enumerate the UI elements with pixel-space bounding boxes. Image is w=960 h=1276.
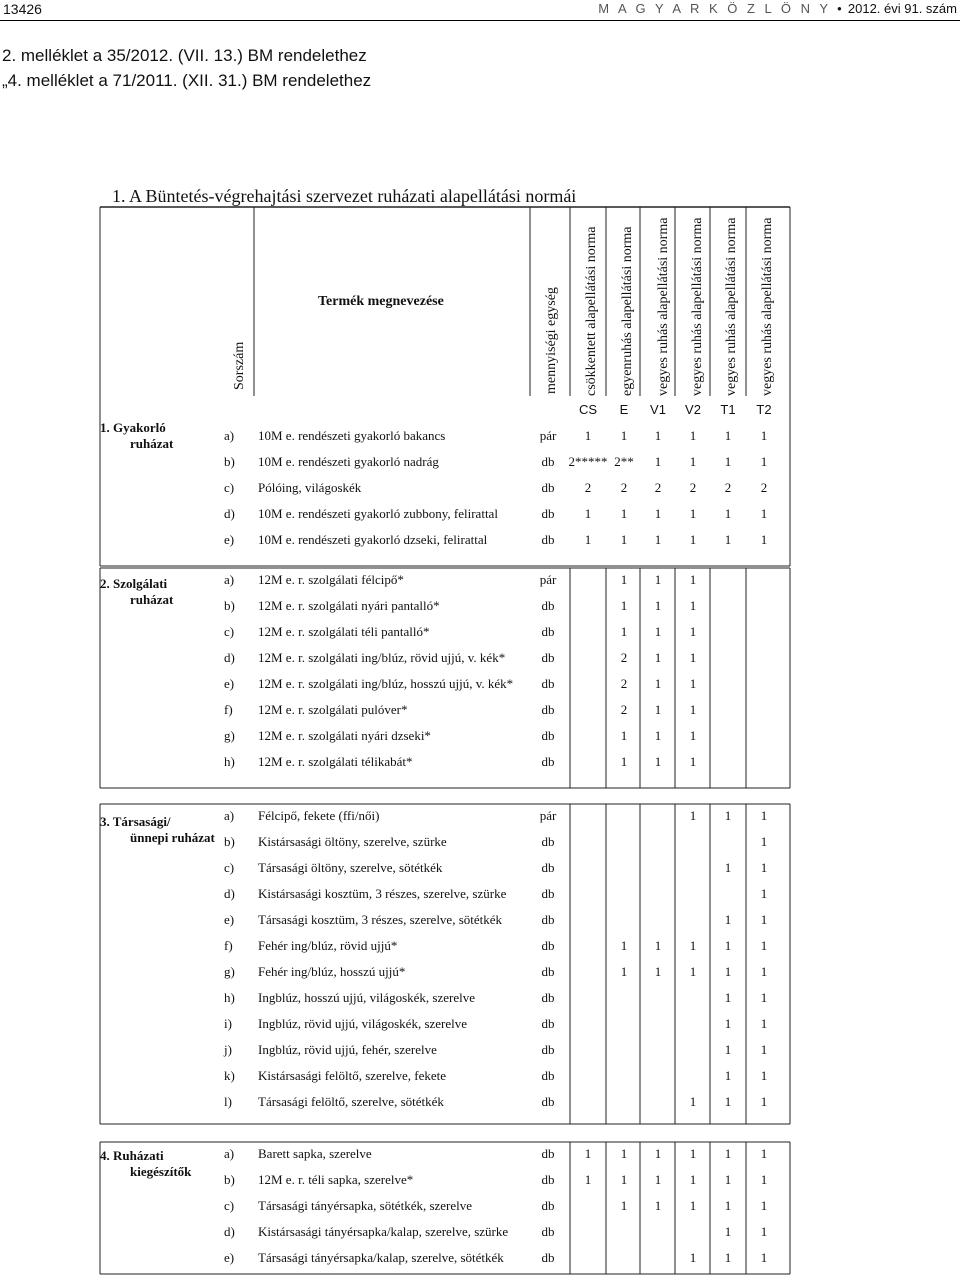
norm-value: 1 [620, 728, 628, 743]
row-letter: d) [224, 650, 235, 665]
group-label [100, 420, 173, 452]
norm-value: 1 [620, 1172, 628, 1187]
bullet-icon: ● [837, 4, 842, 13]
unit: db [541, 834, 555, 849]
unit: pár [539, 428, 557, 443]
norm-value: 1 [689, 808, 697, 823]
norm-value: 1 [689, 702, 697, 717]
norm-value: 1 [620, 1146, 628, 1161]
unit: db [541, 886, 555, 901]
item-name: 12M e. r. szolgálati ing/blúz, rövid ujjú, v. kék* [258, 650, 506, 665]
norm-value: 1 [620, 754, 628, 769]
row-letter: e) [224, 1250, 235, 1265]
norm-value: 1 [760, 1068, 768, 1083]
item-name: Társasági tányérsapka/kalap, szerelve, sötétkék [258, 1250, 504, 1265]
item-name: Kistársasági felöltő, szerelve, fekete [258, 1068, 447, 1083]
code-t2: T2 [756, 402, 772, 417]
norm-value: 1 [584, 506, 592, 521]
norm-value: 1 [654, 964, 662, 979]
item-name: 10M e. rendészeti gyakorló dzseki, felirattal [258, 532, 488, 547]
unit: db [541, 938, 555, 953]
norm-value: 1 [724, 938, 732, 953]
group-number: 4. Ruházati [100, 1148, 164, 1163]
norm-value: 2 [620, 702, 628, 717]
unit: db [541, 676, 555, 691]
item-name: 10M e. rendészeti gyakorló nadrág [258, 454, 439, 469]
group-number: 1. Gyakorló [100, 420, 166, 435]
norm-value: 1 [724, 428, 732, 443]
item-name: Társasági tányérsapka, sötétkék, szerelve [258, 1198, 473, 1213]
unit: db [541, 1016, 555, 1031]
norm-value: 2** [614, 454, 634, 469]
item-name: Pólóing, világoskék [258, 480, 362, 495]
norm-value: 1 [654, 702, 662, 717]
norm-value: 1 [654, 1172, 662, 1187]
unit: db [541, 1042, 555, 1057]
norm-value: 1 [654, 454, 662, 469]
norm-value: 1 [689, 624, 697, 639]
norm-value: 1 [760, 834, 768, 849]
norm-value: 1 [620, 506, 628, 521]
norm-value: 1 [584, 1172, 592, 1187]
unit: db [541, 624, 555, 639]
norm-value: 1 [724, 808, 732, 823]
item-name: 12M e. r. szolgálati télikabát* [258, 754, 413, 769]
norm-value: 2 [584, 480, 592, 495]
norm-value: 2 [620, 480, 628, 495]
subtitle-1: 2. melléklet a 35/2012. (VII. 13.) BM rendelethez [2, 46, 367, 65]
norm-value: 1 [689, 572, 697, 587]
group-name-rest: ruházat [130, 436, 174, 451]
norm-value: 1 [654, 754, 662, 769]
group-label [100, 814, 215, 846]
item-name: Társasági kosztüm, 3 részes, szerelve, sötétkék [258, 912, 503, 927]
item-name: Ingblúz, rövid ujjú, világoskék, szerelve [258, 1016, 468, 1031]
row-letter: l) [224, 1094, 232, 1109]
norm-value: 1 [584, 1146, 592, 1161]
norm-value: 1 [724, 1042, 732, 1057]
code-cs: CS [578, 402, 598, 417]
norm-value: 1 [654, 676, 662, 691]
unit: db [541, 650, 555, 665]
norm-value: 1 [724, 1224, 732, 1239]
unit: db [541, 702, 555, 717]
norm-value: 2 [760, 480, 768, 495]
norm-value: 1 [689, 754, 697, 769]
norm-value: 1 [654, 624, 662, 639]
norm-value: 1 [760, 964, 768, 979]
norm-value: 1 [654, 1146, 662, 1161]
group-number: 3. Társasági/ [100, 814, 171, 829]
norm-value: 1 [760, 1250, 768, 1265]
item-name: 10M e. rendészeti gyakorló zubbony, felirattal [258, 506, 498, 521]
row-letter: i) [224, 1016, 232, 1031]
norm-value: 1 [584, 532, 592, 547]
page-header [0, 0, 960, 21]
row-letter: d) [224, 1224, 235, 1239]
item-name: 12M e. r. szolgálati ing/blúz, hosszú ujjú, v. kék* [258, 676, 514, 691]
norm-value: 1 [654, 728, 662, 743]
norm-value: 1 [760, 1224, 768, 1239]
column-header-mennyisegi: mennyiségi egység [544, 287, 559, 394]
row-letter: e) [224, 676, 235, 691]
row-letter: j) [224, 1042, 232, 1057]
norm-value: 1 [689, 1172, 697, 1187]
norm-value: 2 [620, 676, 628, 691]
unit: db [541, 1224, 555, 1239]
item-name: Ingblúz, hosszú ujjú, világoskék, szerelve [258, 990, 475, 1005]
row-letter: c) [224, 624, 235, 639]
norm-value: 1 [724, 912, 732, 927]
column-header-norm-t2: vegyes ruhás alapellátási norma [760, 217, 775, 396]
item-name: Fehér ing/blúz, rövid ujjú* [258, 938, 398, 953]
column-header-termek: Termék megnevezése [318, 294, 444, 309]
column-header-norm-cs: csökkentett alapellátási norma [584, 226, 599, 396]
row-letter: c) [224, 480, 235, 495]
column-header-norm-v2: vegyes ruhás alapellátási norma [690, 217, 705, 396]
row-letter: g) [224, 728, 235, 743]
norm-value: 1 [724, 860, 732, 875]
item-name: 12M e. r. téli sapka, szerelve* [258, 1172, 414, 1187]
row-letter: g) [224, 964, 235, 979]
norm-value: 1 [689, 428, 697, 443]
item-name: Társasági öltöny, szerelve, sötétkék [258, 860, 443, 875]
row-letter: f) [224, 702, 233, 717]
norm-value: 1 [689, 1146, 697, 1161]
item-name: Félcipő, fekete (ffi/női) [258, 808, 380, 823]
row-letter: a) [224, 572, 235, 587]
code-e: E [619, 402, 629, 417]
norm-value: 1 [584, 428, 592, 443]
unit: db [541, 1068, 555, 1083]
unit: db [541, 964, 555, 979]
item-name: 12M e. r. szolgálati félcipő* [258, 572, 404, 587]
norm-value: 1 [689, 1198, 697, 1213]
norm-value: 1 [760, 454, 768, 469]
row-letter: c) [224, 1198, 235, 1213]
column-header-norm-e: egyenruhás alapellátási norma [620, 226, 635, 396]
norm-value: 1 [654, 532, 662, 547]
norm-value: 1 [760, 1146, 768, 1161]
norm-value: 1 [654, 598, 662, 613]
norm-value: 1 [620, 1198, 628, 1213]
journal-title [598, 1, 957, 16]
norm-value: 2***** [568, 454, 608, 469]
item-name: Kistársasági öltöny, szerelve, szürke [258, 834, 447, 849]
row-letter: f) [224, 938, 233, 953]
item-name: 12M e. r. szolgálati nyári pantalló* [258, 598, 440, 613]
row-letter: b) [224, 1172, 235, 1187]
column-header-norm-v1: vegyes ruhás alapellátási norma [656, 217, 671, 396]
row-letter: d) [224, 886, 235, 901]
item-name: Kistársasági tányérsapka/kalap, szerelve, szürke [258, 1224, 509, 1239]
row-letter: a) [224, 808, 235, 823]
item-name: 12M e. r. szolgálati téli pantalló* [258, 624, 430, 639]
norm-value: 1 [620, 938, 628, 953]
norm-value: 1 [724, 532, 732, 547]
group-name-rest: ruházat [130, 592, 174, 607]
norm-value: 1 [689, 1250, 697, 1265]
row-letter: b) [224, 598, 235, 613]
group-name-rest: ünnepi ruházat [130, 830, 215, 845]
norm-value: 1 [620, 532, 628, 547]
row-letter: h) [224, 990, 235, 1005]
group-number: 2. Szolgálati [100, 576, 168, 591]
unit: pár [539, 808, 557, 823]
unit: db [541, 506, 555, 521]
row-letter: b) [224, 454, 235, 469]
unit: db [541, 1250, 555, 1265]
norm-value: 1 [760, 808, 768, 823]
unit: db [541, 1172, 555, 1187]
norm-value: 1 [654, 1198, 662, 1213]
unit: db [541, 1094, 555, 1109]
norm-value: 1 [760, 990, 768, 1005]
norm-value: 1 [620, 624, 628, 639]
row-letter: e) [224, 912, 235, 927]
row-letter: h) [224, 754, 235, 769]
table-title: 1. A Büntetés-végrehajtási szervezet ruházati alapellátási normái [112, 186, 577, 206]
norm-value: 1 [654, 506, 662, 521]
page-number: 13426 [3, 1, 42, 17]
norm-value: 1 [760, 886, 768, 901]
issue-label: 2012. évi 91. szám [847, 1, 957, 16]
norm-value: 1 [620, 964, 628, 979]
journal-name: M A G Y A R K Ö Z L Ö N Y [598, 1, 832, 16]
row-letter: c) [224, 860, 235, 875]
code-v1: V1 [650, 402, 666, 417]
norm-value: 1 [654, 572, 662, 587]
norm-value: 1 [760, 506, 768, 521]
norm-value: 1 [689, 532, 697, 547]
norm-value: 1 [724, 454, 732, 469]
norm-value: 1 [760, 1016, 768, 1031]
item-name: Barett sapka, szerelve [258, 1146, 372, 1161]
row-letter: k) [224, 1068, 235, 1083]
norm-value: 1 [689, 938, 697, 953]
norm-value: 1 [654, 938, 662, 953]
norm-value: 1 [760, 532, 768, 547]
norm-value: 2 [620, 650, 628, 665]
norm-value: 1 [654, 650, 662, 665]
norm-value: 1 [620, 598, 628, 613]
column-header-sorszam: Sorszám [232, 341, 247, 390]
row-letter: a) [224, 1146, 235, 1161]
code-v2: V2 [685, 402, 701, 417]
norm-value: 1 [620, 572, 628, 587]
norm-value: 1 [760, 938, 768, 953]
group-label [100, 1148, 191, 1180]
norm-value: 1 [724, 1146, 732, 1161]
unit: db [541, 1146, 555, 1161]
norm-value: 1 [724, 1172, 732, 1187]
norm-value: 1 [760, 428, 768, 443]
norm-value: 1 [689, 1094, 697, 1109]
norm-value: 1 [760, 912, 768, 927]
norm-value: 1 [724, 1250, 732, 1265]
unit: db [541, 480, 555, 495]
item-name: 12M e. r. szolgálati nyári dzseki* [258, 728, 431, 743]
norm-value: 2 [689, 480, 697, 495]
group-name-rest: kiegészítők [130, 1164, 192, 1179]
norm-value: 1 [760, 860, 768, 875]
unit: db [541, 532, 555, 547]
unit: db [541, 1198, 555, 1213]
unit: db [541, 990, 555, 1005]
subtitle-2: „4. melléklet a 71/2011. (XII. 31.) BM rendelethez [2, 71, 372, 90]
column-header-norm-t1: vegyes ruhás alapellátási norma [724, 217, 739, 396]
norm-value: 1 [724, 1016, 732, 1031]
norm-value: 1 [654, 428, 662, 443]
norm-value: 1 [724, 1068, 732, 1083]
norm-value: 1 [724, 506, 732, 521]
item-name: Ingblúz, rövid ujjú, fehér, szerelve [258, 1042, 437, 1057]
item-name: Kistársasági kosztüm, 3 részes, szerelve, szürke [258, 886, 507, 901]
norm-value: 1 [724, 1198, 732, 1213]
row-letter: d) [224, 506, 235, 521]
unit: db [541, 598, 555, 613]
norm-value: 1 [724, 1094, 732, 1109]
norm-value: 1 [689, 964, 697, 979]
norm-value: 1 [724, 964, 732, 979]
norm-value: 1 [620, 428, 628, 443]
item-name: Társasági felöltő, szerelve, sötétkék [258, 1094, 444, 1109]
norm-value: 2 [724, 480, 732, 495]
norm-value: 1 [760, 1198, 768, 1213]
norm-value: 1 [689, 728, 697, 743]
norm-value: 1 [689, 650, 697, 665]
row-letter: a) [224, 428, 235, 443]
unit: db [541, 754, 555, 769]
unit: db [541, 728, 555, 743]
unit: db [541, 454, 555, 469]
row-letter: b) [224, 834, 235, 849]
item-name: 10M e. rendészeti gyakorló bakancs [258, 428, 446, 443]
unit: db [541, 912, 555, 927]
norm-value: 1 [760, 1042, 768, 1057]
norm-value: 1 [689, 454, 697, 469]
unit: db [541, 860, 555, 875]
norm-value: 1 [689, 506, 697, 521]
group-label [100, 576, 173, 608]
norm-value: 1 [689, 598, 697, 613]
norm-value: 1 [760, 1094, 768, 1109]
item-name: Fehér ing/blúz, hosszú ujjú* [258, 964, 406, 979]
norm-value: 1 [689, 676, 697, 691]
norm-value: 1 [760, 1172, 768, 1187]
code-t1: T1 [720, 402, 736, 417]
row-letter: e) [224, 532, 235, 547]
norm-value: 1 [724, 990, 732, 1005]
item-name: 12M e. r. szolgálati pulóver* [258, 702, 408, 717]
unit: pár [539, 572, 557, 587]
norm-value: 2 [654, 480, 662, 495]
